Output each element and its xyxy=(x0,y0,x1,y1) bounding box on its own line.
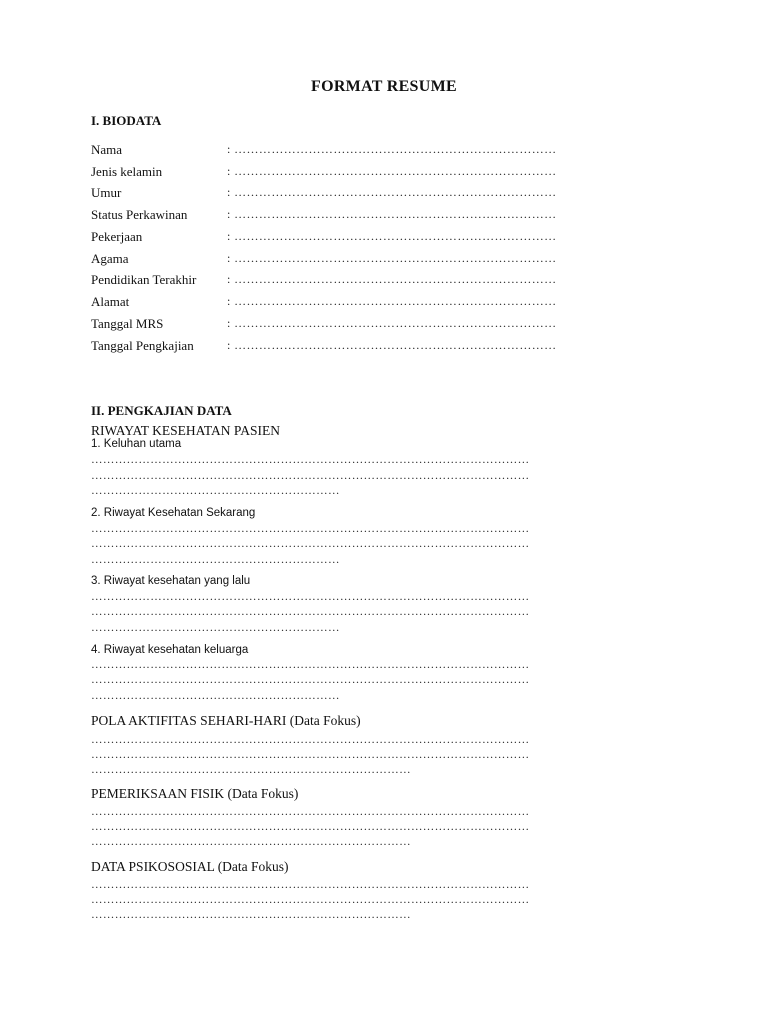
dotted-line: ……………………………………………………………………… xyxy=(91,764,411,776)
section-pengkajian-heading: II. PENGKAJIAN DATA xyxy=(91,403,232,418)
bio-label: Tanggal Pengkajian xyxy=(91,338,194,353)
bio-fill-line: : …………………………………………………………………… xyxy=(227,272,557,286)
bio-fill-line: : …………………………………………………………………… xyxy=(227,229,557,243)
bio-label: Jenis kelamin xyxy=(91,164,163,179)
data-psikososial-heading: DATA PSIKOSOSIAL (Data Fokus) xyxy=(91,859,289,874)
dotted-line: ……………………………………………………………………… xyxy=(91,836,411,848)
dotted-line: ………………………………………………………………………………………………… xyxy=(91,538,530,550)
riwayat-kesehatan-heading: RIWAYAT KESEHATAN PASIEN xyxy=(91,423,280,438)
dotted-line: ……………………………………………………… xyxy=(91,690,340,702)
document-title: FORMAT RESUME xyxy=(311,78,457,95)
dotted-line: ………………………………………………………………………………………………… xyxy=(91,674,530,686)
dotted-line: ……………………………………………………… xyxy=(91,554,340,566)
bio-label: Umur xyxy=(91,185,122,200)
item-riwayat-sekarang: 2. Riwayat Kesehatan Sekarang xyxy=(91,507,256,519)
dotted-line: ………………………………………………………………………………………………… xyxy=(91,894,530,906)
dotted-line: ………………………………………………………………………………………………… xyxy=(91,879,530,891)
dotted-line: ………………………………………………………………………………………………… xyxy=(91,806,530,818)
bio-fill-line: : …………………………………………………………………… xyxy=(227,207,557,221)
section-biodata-heading: I. BIODATA xyxy=(91,113,162,128)
bio-fill-line: : …………………………………………………………………… xyxy=(227,164,557,178)
bio-label: Alamat xyxy=(91,294,130,309)
item-riwayat-keluarga: 4. Riwayat kesehatan keluarga xyxy=(91,644,249,656)
dotted-line: ……………………………………………………… xyxy=(91,485,340,497)
bio-label: Agama xyxy=(91,251,129,266)
pemeriksaan-fisik-heading: PEMERIKSAAN FISIK (Data Fokus) xyxy=(91,786,299,801)
bio-fill-line: : …………………………………………………………………… xyxy=(227,294,557,308)
pola-aktifitas-heading: POLA AKTIFITAS SEHARI-HARI (Data Fokus) xyxy=(91,713,361,728)
bio-fill-line: : …………………………………………………………………… xyxy=(227,185,557,199)
bio-fill-line: : …………………………………………………………………… xyxy=(227,251,557,265)
dotted-line: ………………………………………………………………………………………………… xyxy=(91,606,530,618)
item-riwayat-lalu: 3. Riwayat kesehatan yang lalu xyxy=(91,575,251,587)
dotted-line: ………………………………………………………………………………………………… xyxy=(91,749,530,761)
item-keluhan-utama: 1. Keluhan utama xyxy=(91,438,182,450)
dotted-line: ………………………………………………………………………………………………… xyxy=(91,821,530,833)
dotted-line: ………………………………………………………………………………………………… xyxy=(91,659,530,671)
dotted-line: ………………………………………………………………………………………………… xyxy=(91,454,530,466)
bio-label: Status Perkawinan xyxy=(91,207,188,222)
dotted-line: ………………………………………………………………………………………………… xyxy=(91,591,530,603)
bio-label: Tanggal MRS xyxy=(91,316,164,331)
dotted-line: ………………………………………………………………………………………………… xyxy=(91,470,530,482)
bio-label: Pekerjaan xyxy=(91,229,143,244)
dotted-line: ……………………………………………………… xyxy=(91,622,340,634)
bio-fill-line: : …………………………………………………………………… xyxy=(227,338,557,352)
dotted-line: ………………………………………………………………………………………………… xyxy=(91,523,530,535)
bio-fill-line: : …………………………………………………………………… xyxy=(227,142,557,156)
bio-fill-line: : …………………………………………………………………… xyxy=(227,316,557,330)
bio-label: Nama xyxy=(91,142,123,157)
bio-label: Pendidikan Terakhir xyxy=(91,272,197,287)
dotted-line: ………………………………………………………………………………………………… xyxy=(91,734,530,746)
dotted-line: ……………………………………………………………………… xyxy=(91,909,411,921)
